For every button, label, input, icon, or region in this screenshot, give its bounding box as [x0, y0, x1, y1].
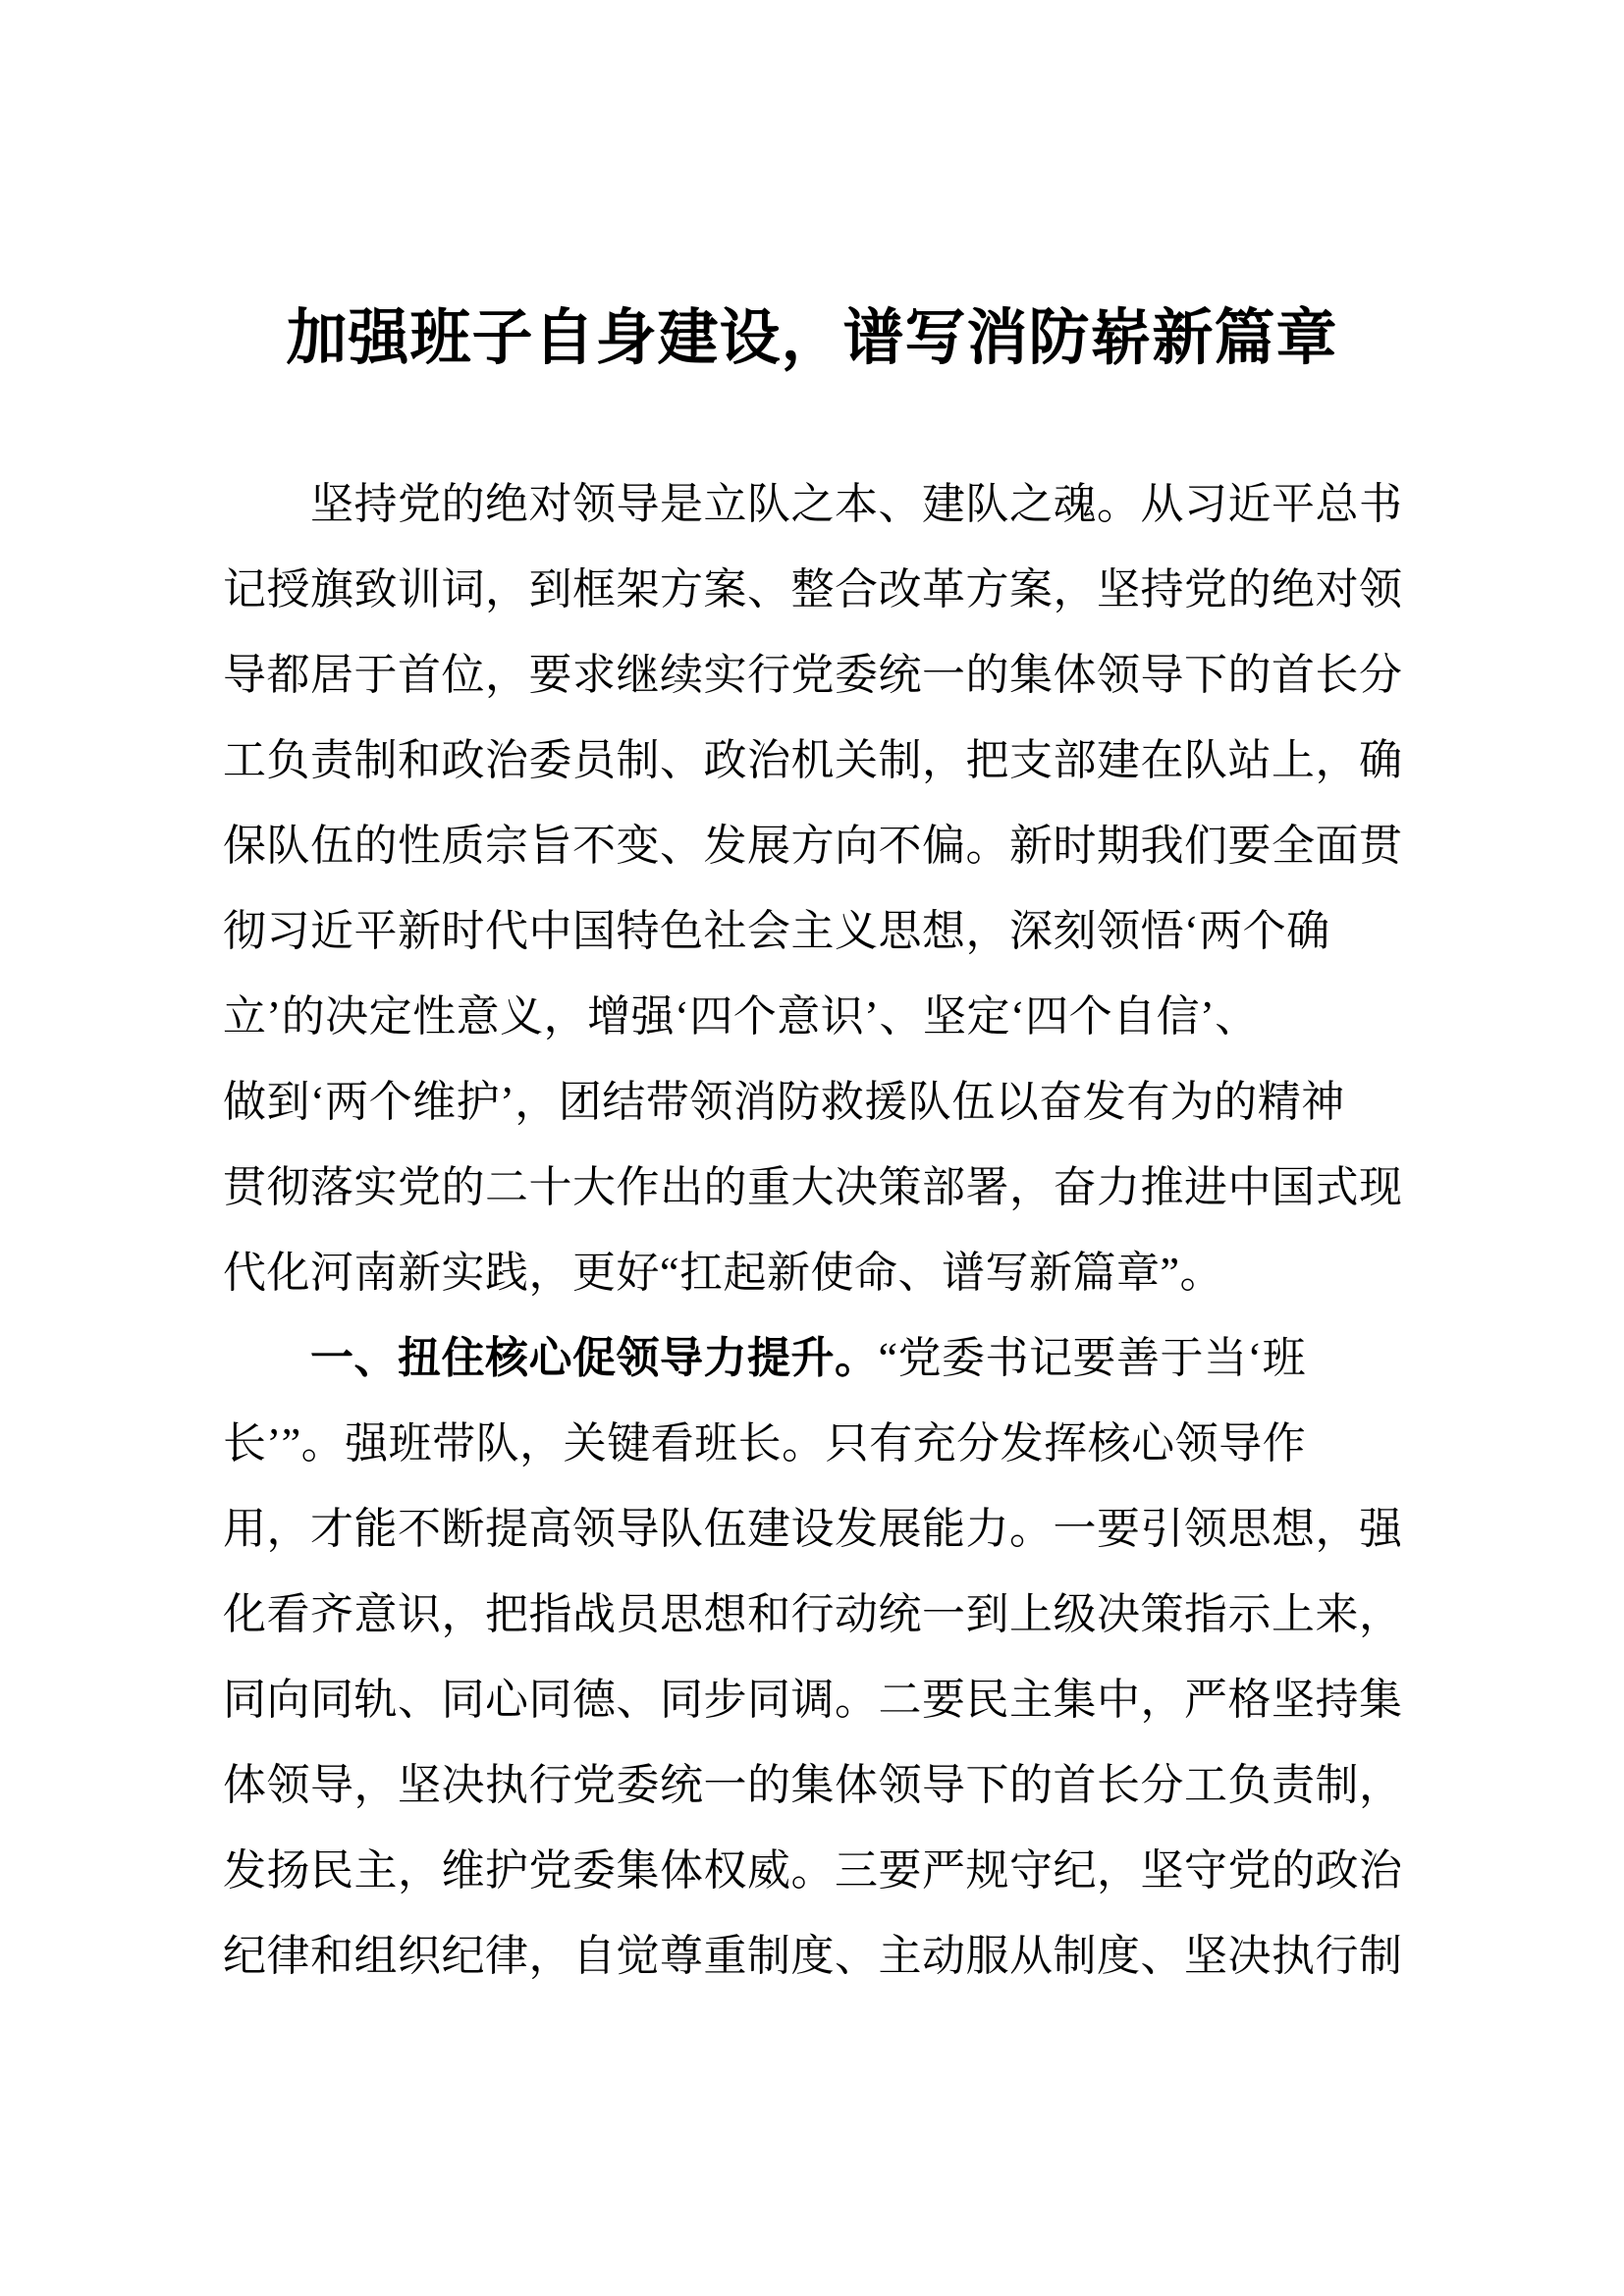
- section-heading: 一、扭住核心促领导力提升。: [310, 1334, 879, 1382]
- line-text: 体领导，坚决执行党委统一的集体领导下的首长分工负责制，: [223, 1761, 1403, 1809]
- line-text: “党委书记要善于当‘班: [878, 1334, 1307, 1382]
- line-text: 保队伍的性质宗旨不变、发展方向不偏。新时期我们要全面贯: [223, 822, 1403, 870]
- text-line: [223, 1913, 1401, 1999]
- text-line: [223, 1486, 1401, 1572]
- line-text: 用，才能不断提高领导队伍建设发展能力。一要引领思想，强: [223, 1505, 1403, 1553]
- line-text: 做到‘两个维护’，团结带领消防救援队伍以奋发有为的精神: [223, 1078, 1345, 1126]
- text-line: [223, 1059, 1401, 1145]
- document-body: [223, 461, 1401, 1999]
- line-text: 纪律和组织纪律，自觉尊重制度、主动服从制度、坚决执行制: [223, 1932, 1403, 1980]
- line-text: 记授旗致训词，到框架方案、整合改革方案，坚持党的绝对领: [223, 565, 1403, 614]
- text-line: [223, 1145, 1401, 1230]
- text-line: [223, 1572, 1401, 1657]
- line-text: 贯彻落实党的二十大作出的重大决策部署，奋力推进中国式现: [223, 1163, 1403, 1211]
- text-line: [223, 974, 1401, 1059]
- line-text: 立’的决定性意义，增强‘四个意识’、坚定‘四个自信’、: [223, 992, 1259, 1041]
- text-line: [223, 1401, 1401, 1486]
- text-line: [223, 1742, 1401, 1828]
- line-text: 同向同轨、同心同德、同步同调。二要民主集中，严格坚持集: [223, 1676, 1403, 1724]
- text-line: [223, 718, 1401, 803]
- paragraph: [223, 461, 1401, 1315]
- text-line: [223, 1230, 1401, 1315]
- line-text: 化看齐意识，把指战员思想和行动统一到上级决策指示上来，: [223, 1590, 1403, 1638]
- text-line: [223, 1657, 1401, 1742]
- line-text: 代化河南新实践，更好“扛起新使命、谱写新篇章”。: [223, 1249, 1224, 1297]
- document-title: 加强班子自身建设，谱写消防崭新篇章: [286, 305, 1338, 372]
- text-line: [223, 632, 1401, 718]
- line-text: 彻习近平新时代中国特色社会主义思想，深刻领悟‘两个确: [223, 907, 1330, 955]
- paragraph: [223, 1315, 1401, 1999]
- text-line: [223, 888, 1401, 974]
- line-text: 坚持党的绝对领导是立队之本、建队之魂。从习近平总书: [310, 480, 1403, 528]
- line-text: 长’”。强班带队，关键看班长。只有充分发挥核心领导作: [223, 1419, 1307, 1468]
- text-line: [223, 461, 1401, 547]
- line-text: 导都居于首位，要求继续实行党委统一的集体领导下的首长分: [223, 651, 1403, 699]
- text-line: [223, 1315, 1401, 1401]
- text-line: [223, 803, 1401, 888]
- text-line: [223, 547, 1401, 632]
- line-text: 工负责制和政治委员制、政治机关制，把支部建在队站上，确: [223, 736, 1403, 784]
- text-line: [223, 1828, 1401, 1913]
- line-text: 发扬民主，维护党委集体权威。三要严规守纪，坚守党的政治: [223, 1846, 1403, 1895]
